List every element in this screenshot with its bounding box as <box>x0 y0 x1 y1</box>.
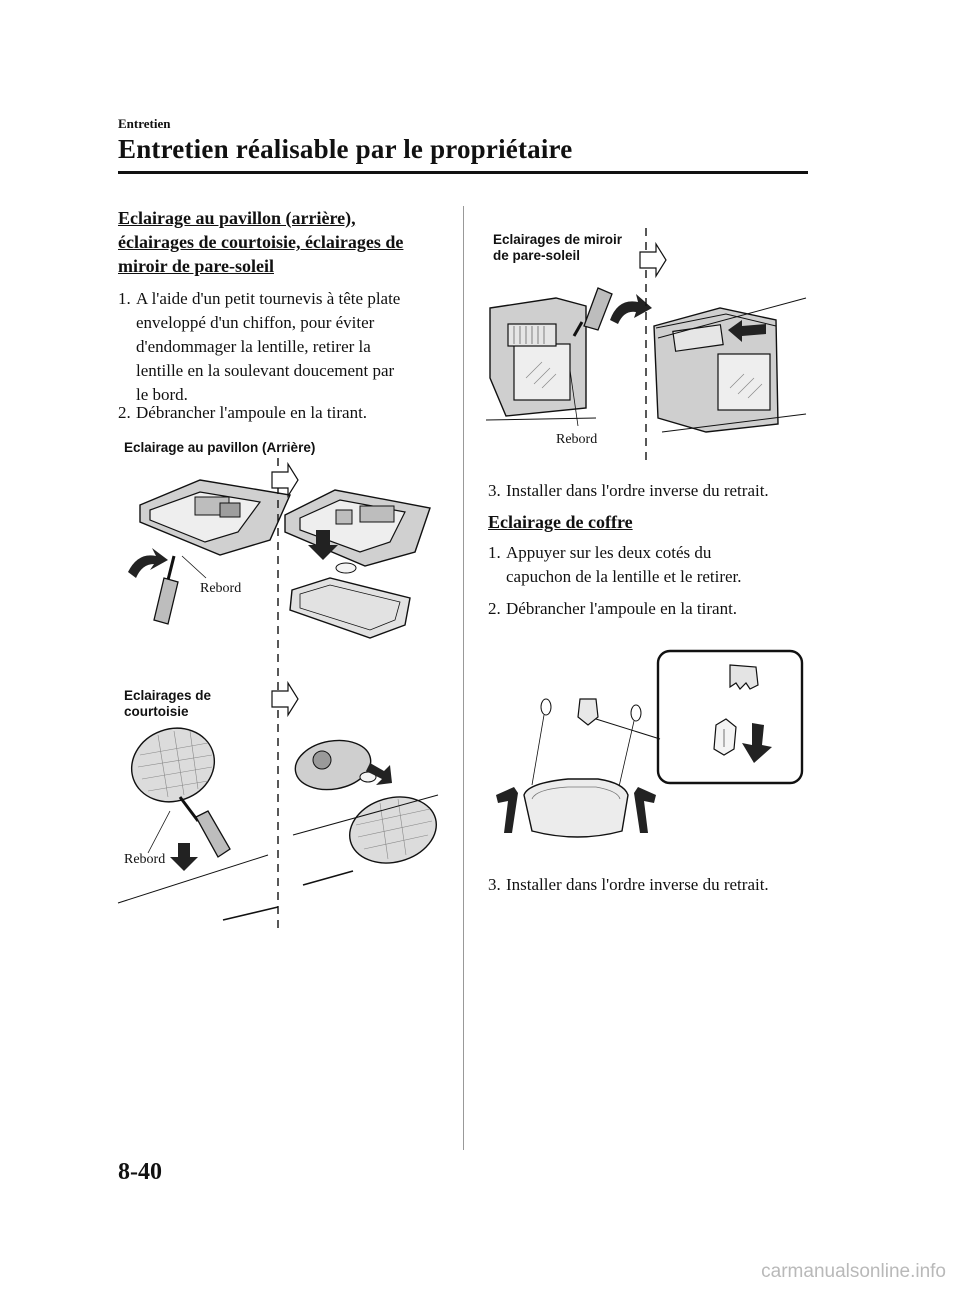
left-heading <box>118 206 403 278</box>
page-number: 8-40 <box>118 1159 162 1185</box>
figure-3-label-line: de pare-soleil <box>493 248 581 263</box>
left-heading-line-1: Eclairage au pavillon (arrière), <box>118 208 356 228</box>
watermark[interactable]: carmanualsonline.info <box>761 1261 946 1282</box>
step-line: Appuyer sur les deux cotés du <box>506 543 712 562</box>
step-text <box>506 541 742 589</box>
title-rule <box>118 171 808 174</box>
left-heading-line-2: éclairages de courtoisie, éclairages de <box>118 232 404 252</box>
figure-1-callout: Rebord <box>200 581 242 596</box>
trunk-light-illustration <box>488 645 808 845</box>
section-name: Entretien <box>118 116 171 131</box>
right-step-2 <box>488 597 818 621</box>
courtesy-light-illustration <box>118 725 448 925</box>
left-step-1 <box>118 287 458 407</box>
step-line: enveloppé d'un chiffon, pour éviter <box>136 313 375 332</box>
step-number: 3. <box>488 481 501 500</box>
step-number: 1. <box>488 543 501 562</box>
step-line: d'endommager la lentille, retirer la <box>136 337 371 356</box>
step-text: Installer dans l'ordre inverse du retrait. <box>506 875 769 894</box>
step-number: 1. <box>118 289 131 308</box>
step-line: A l'aide d'un petit tournevis à tête plate <box>136 289 401 308</box>
step-text <box>136 287 400 407</box>
step-text: Débrancher l'ampoule en la tirant. <box>136 403 368 422</box>
figure-1-label: Eclairage au pavillon (Arrière) <box>124 440 316 455</box>
figure-3-label-line: Eclairages de miroir <box>493 232 623 247</box>
figure-2-label-line: courtoisie <box>124 704 189 719</box>
page-title: Entretien réalisable par le propriétaire <box>118 134 573 164</box>
step-text: Débrancher l'ampoule en la tirant. <box>506 599 738 618</box>
step-line: lentille en la soulevant doucement par <box>136 361 395 380</box>
step-number: 2. <box>488 599 501 618</box>
figure-2-label <box>124 688 211 720</box>
figure-3-callout: Rebord <box>556 432 598 447</box>
right-step-1 <box>488 541 818 589</box>
column-divider <box>463 206 464 1150</box>
step-text: Installer dans l'ordre inverse du retrait. <box>506 481 769 500</box>
right-step-3b <box>488 873 818 897</box>
right-step-3a <box>488 479 818 503</box>
figure-2-label-line: Eclairages de <box>124 688 212 703</box>
trunk-light-heading: Eclairage de coffre <box>488 512 633 532</box>
step-number: 2. <box>118 403 131 422</box>
step-number: 3. <box>488 875 501 894</box>
step-line: capuchon de la lentille et le retirer. <box>506 567 742 586</box>
step-line: le bord. <box>136 385 188 404</box>
left-step-2 <box>118 401 458 425</box>
figure-3-divider-dashed <box>638 228 668 468</box>
figure-2-callout: Rebord <box>124 852 166 867</box>
left-heading-line-3: miroir de pare-soleil <box>118 256 274 276</box>
